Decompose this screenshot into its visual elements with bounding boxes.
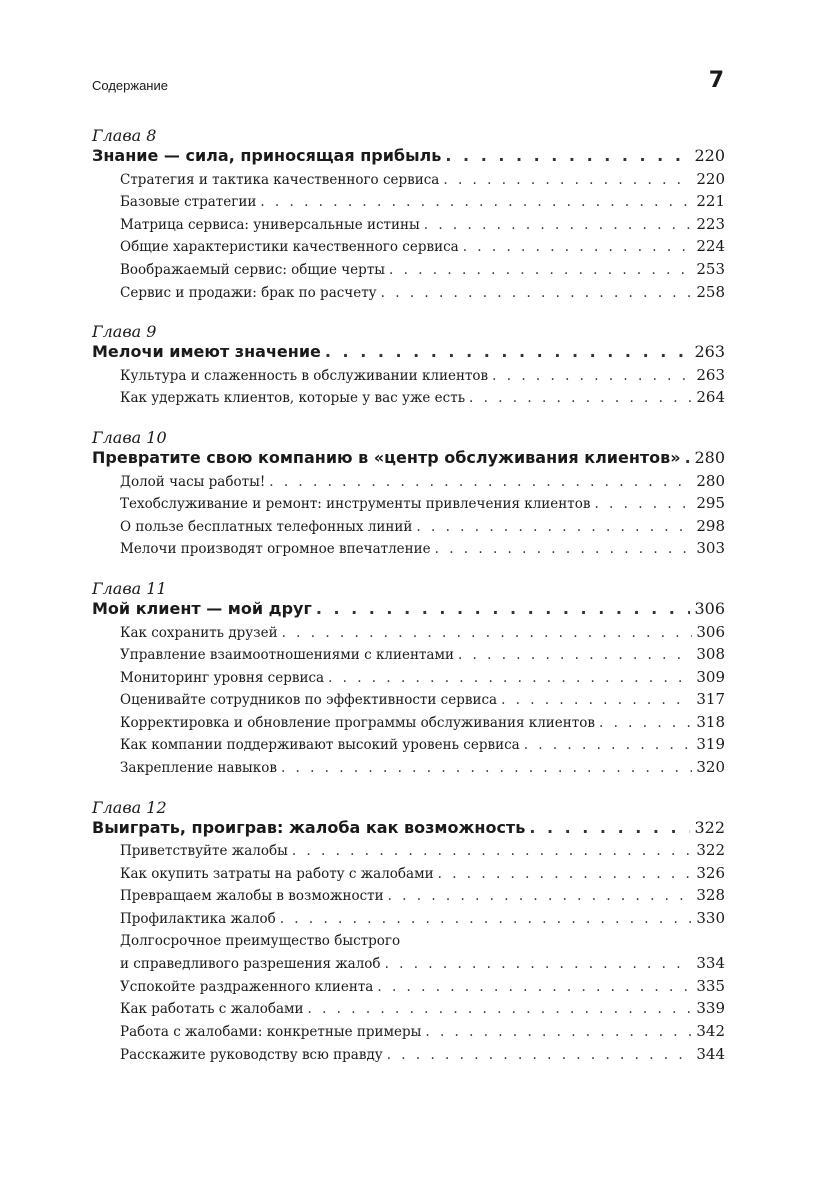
dot-leader (425, 1021, 692, 1044)
section-entry[interactable] (92, 168, 725, 191)
section-title: Управление взаимоотношениями с клиентами (120, 647, 454, 664)
section-entry[interactable] (92, 907, 725, 930)
dot-leader (269, 471, 692, 494)
section-entry[interactable] (92, 621, 725, 644)
dot-leader (387, 1044, 693, 1067)
section-page-number: 303 (696, 539, 725, 558)
section-title: и справедливого разрешения жалоб (120, 956, 381, 973)
chapter-title-entry[interactable] (92, 817, 725, 840)
section-title: Успокойте раздраженного клиента (120, 978, 374, 995)
section-title: Как сохранить друзей (120, 624, 278, 641)
table-of-contents (92, 126, 725, 1084)
section-page-number: 264 (696, 388, 725, 407)
section-page-number: 317 (696, 690, 725, 709)
dot-leader (424, 214, 693, 237)
dot-leader (443, 169, 692, 192)
section-title-line2-row (120, 952, 725, 975)
section-title: Мелочи производят огромное впечатление (120, 541, 431, 558)
chapter-title-entry[interactable] (92, 341, 725, 364)
section-title: Воображаемый сервис: общие черты (120, 261, 386, 278)
chapter-title: Мой клиент — мой друг (92, 598, 312, 618)
chapter-title-entry[interactable] (92, 145, 725, 168)
section-entry[interactable] (92, 839, 725, 862)
dot-leader (325, 341, 691, 364)
chapter-title-entry[interactable] (92, 598, 725, 621)
section-entry[interactable] (92, 688, 725, 711)
chapter-label: Глава 8 (92, 126, 157, 145)
chapter-label: Глава 10 (92, 427, 167, 447)
section-page-number: 308 (696, 645, 725, 664)
dot-leader (599, 712, 692, 735)
section-entry[interactable] (92, 364, 725, 387)
page-number: 7 (708, 68, 724, 93)
section-page-number: 298 (696, 516, 725, 535)
section-page-number: 339 (696, 999, 725, 1018)
dot-leader (445, 145, 690, 168)
chapter-block (92, 126, 725, 303)
dot-leader (385, 953, 693, 976)
section-entry[interactable] (92, 643, 725, 666)
dot-leader (685, 447, 691, 470)
section-page-number: 306 (696, 622, 725, 641)
dot-leader (308, 998, 693, 1021)
section-page-number: 328 (696, 886, 725, 905)
section-title: Как компании поддерживают высокий уровень сервиса (120, 737, 520, 754)
chapter-page-number: 306 (694, 598, 725, 618)
section-title: Мониторинг уровня сервиса (120, 669, 325, 686)
section-title: Профилактика жалоб (120, 911, 276, 928)
section-title: Приветствуйте жалобы (120, 843, 288, 860)
chapter-page-number: 322 (694, 817, 725, 837)
section-title: Как удержать клиентов, которые у вас уже есть (120, 390, 466, 407)
dot-leader (292, 840, 693, 863)
section-entry[interactable] (92, 711, 725, 734)
chapter-block (92, 579, 725, 779)
chapter-page-number: 220 (694, 146, 725, 165)
section-title: Превращаем жалобы в возможности (120, 888, 384, 905)
dot-leader (458, 644, 692, 667)
section-page-number: 253 (696, 259, 725, 278)
section-page-number: 223 (696, 214, 725, 233)
section-title: О пользе бесплатных телефонных линий (120, 518, 413, 535)
section-title: Как работать с жалобами (120, 1001, 304, 1018)
section-page-number: 263 (696, 365, 725, 384)
section-page-number: 220 (696, 169, 725, 188)
dot-leader (463, 236, 693, 259)
section-entry[interactable] (92, 884, 725, 907)
dot-leader (388, 885, 693, 908)
section-entry[interactable] (92, 492, 725, 515)
section-title: Матрица сервиса: универсальные истины (120, 216, 420, 233)
section-title: Как окупить затраты на работу с жалобами (120, 865, 434, 882)
dot-leader (381, 282, 693, 305)
section-title: Расскажите руководству всю правду (120, 1046, 383, 1063)
dot-leader (529, 817, 690, 840)
section-page-number: 344 (696, 1044, 725, 1063)
dot-leader (524, 734, 693, 757)
section-entry[interactable] (92, 997, 725, 1020)
section-title: Долой часы работы! (120, 473, 266, 490)
section-entry[interactable] (92, 470, 725, 493)
section-entry[interactable] (92, 537, 725, 560)
dot-leader (280, 908, 693, 931)
dot-leader (260, 191, 692, 214)
dot-leader (492, 365, 692, 388)
section-title: Работа с жалобами: конкретные примеры (120, 1024, 422, 1040)
section-title: Стратегия и тактика качественного сервиса (120, 171, 440, 188)
section-page-number: 335 (696, 976, 725, 995)
dot-leader (469, 387, 692, 410)
section-page-number: 334 (696, 954, 725, 973)
section-page-number: 322 (696, 841, 725, 860)
chapter-block (92, 798, 725, 1066)
section-entry[interactable] (92, 190, 725, 213)
chapter-block (92, 322, 725, 409)
section-title: Закрепление навыков (120, 760, 277, 777)
chapter-title: Выиграть, проиграв: жалоба как возможность (92, 817, 526, 837)
running-head: Содержание (92, 78, 168, 93)
dot-leader (389, 259, 692, 282)
section-page-number: 326 (696, 863, 725, 882)
section-page-number: 258 (696, 282, 725, 301)
dot-leader (438, 863, 693, 886)
chapter-label: Глава 9 (92, 322, 157, 342)
chapter-page-number: 263 (694, 342, 725, 362)
dot-leader (501, 689, 692, 712)
section-entry[interactable] (92, 666, 725, 689)
section-entry[interactable] (92, 515, 725, 538)
section-page-number: 280 (696, 471, 725, 490)
section-entry[interactable] (92, 975, 725, 998)
section-page-number: 224 (696, 237, 725, 256)
dot-leader (435, 538, 693, 561)
section-title: Общие характеристики качественного сервиса (120, 239, 459, 256)
section-entry[interactable] (92, 1020, 725, 1043)
dot-leader (594, 493, 692, 516)
section-entry[interactable] (92, 386, 725, 409)
chapter-title-entry[interactable] (92, 447, 725, 470)
section-title: Культура и слаженность в обслуживании клиентов (120, 367, 489, 384)
section-entry[interactable] (92, 258, 725, 281)
chapter-title: Знание — сила, приносящая прибыль (92, 146, 442, 165)
section-entry[interactable] (92, 862, 725, 885)
dot-leader (377, 976, 692, 999)
section-entry[interactable] (92, 756, 725, 779)
chapter-page-number: 280 (694, 447, 725, 467)
section-page-number: 221 (696, 192, 725, 211)
section-entry[interactable] (92, 733, 725, 756)
dot-leader (281, 757, 692, 780)
chapter-title: Мелочи имеют значение (92, 342, 321, 362)
dot-leader (282, 622, 693, 645)
chapter-label: Глава 12 (92, 797, 167, 817)
chapter-block (92, 428, 725, 560)
section-page-number: 318 (696, 712, 725, 731)
section-entry[interactable] (92, 1043, 725, 1066)
chapter-title: Превратите свою компанию в «центр обслуживания клиентов» (92, 447, 681, 467)
section-title-line1: Долгосрочное преимущество быстрого (120, 932, 401, 949)
section-entry[interactable] (92, 930, 725, 975)
dot-leader (416, 516, 692, 539)
section-page-number: 342 (696, 1022, 725, 1040)
dot-leader (328, 667, 692, 690)
section-page-number: 295 (696, 494, 725, 513)
section-entry[interactable] (92, 281, 725, 304)
section-title: Сервис и продажи: брак по расчету (120, 284, 377, 301)
dot-leader (316, 598, 691, 621)
section-page-number: 320 (696, 758, 725, 777)
section-page-number: 319 (696, 735, 725, 754)
section-title: Оценивайте сотрудников по эффективности сервиса (120, 692, 498, 709)
section-entry[interactable] (92, 235, 725, 258)
section-entry[interactable] (92, 213, 725, 236)
section-page-number: 309 (696, 667, 725, 686)
chapter-label: Глава 11 (92, 578, 167, 598)
section-page-number: 330 (696, 909, 725, 928)
section-title: Базовые стратегии (120, 194, 257, 211)
section-title: Корректировка и обновление программы обслуживания клиентов (120, 714, 595, 731)
section-title: Техобслуживание и ремонт: инструменты привлечения клиентов (120, 496, 591, 513)
